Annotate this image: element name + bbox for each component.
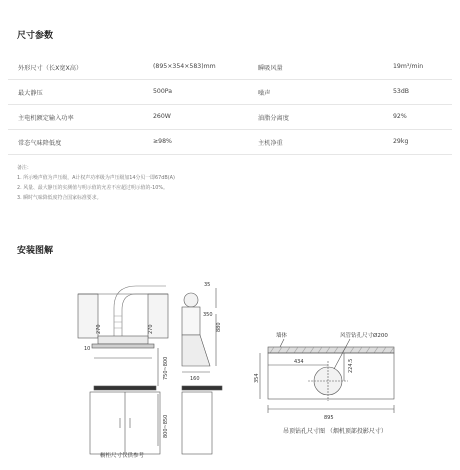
spec-row — [8, 130, 452, 155]
spec-value: 53dB — [393, 88, 410, 95]
spec-label: 噪声 — [258, 90, 271, 97]
note-item: 3. 瞬时气味降低度符合国家标准要求。 — [17, 195, 102, 201]
dim-label: 270 — [148, 324, 154, 334]
spec-value: 500Pa — [153, 88, 173, 95]
section-title-installation: 安装图解 — [17, 246, 54, 256]
spec-value: 260W — [153, 113, 171, 120]
dim-label: 10 — [84, 346, 91, 352]
section-title-dimensions: 尺寸参数 — [17, 31, 54, 41]
notes-heading: 备注： — [17, 165, 32, 171]
note-item: 1. 所示噪声值为声压级，A计权声功率级为声压级加14分贝一即67dB(A) — [17, 175, 175, 181]
spec-value: (895×354×583)mm — [153, 63, 216, 70]
dim-label: 750~800 — [163, 356, 169, 380]
notes — [17, 163, 175, 203]
wall-label: 墙体 — [276, 333, 288, 339]
dim-label: 35 — [204, 282, 211, 288]
spec-label: 主机净重 — [258, 140, 283, 147]
spec-row — [8, 80, 452, 105]
dim-label: 895 — [324, 415, 334, 421]
spec-table — [8, 55, 452, 155]
dim-label: 800~850 — [163, 414, 169, 438]
spec-label: 瞬吸风量 — [258, 65, 283, 72]
spec-row — [8, 55, 452, 80]
note-item: 2. 风量、最大静压的实测值与明示值的允差不应超过明示值的-10%。 — [17, 185, 168, 191]
dim-label: 224.5 — [348, 358, 354, 373]
spec-label: 常态气味降低度 — [18, 140, 62, 147]
installation-diagram-cabinet — [70, 278, 230, 458]
dim-label: 434 — [294, 359, 304, 365]
spec-label: 油脂分离度 — [258, 115, 289, 122]
spec-row — [8, 105, 452, 130]
spec-value: 19m³/min — [393, 63, 424, 70]
dim-label: 160 — [190, 376, 200, 382]
cabinet-diagram-caption: 橱柜尺寸仅供参考 — [100, 453, 145, 459]
spec-value: 92% — [393, 113, 407, 120]
dim-label: 270 — [96, 324, 102, 334]
spec-value: ≥98% — [153, 138, 172, 145]
ceiling-diagram-caption: 吊顶钻孔尺寸图 （烟机顶部投影尺寸） — [283, 428, 387, 435]
dim-label: 350 — [203, 312, 213, 318]
spec-label: 外形尺寸（长X宽X高） — [18, 65, 83, 72]
spec-label: 主电机额定输入功率 — [18, 115, 74, 122]
duct-hole-label: 风管钻孔尺寸Ø200 — [340, 333, 388, 339]
spec-value: 29kg — [393, 138, 409, 145]
installation-diagram-ceiling — [250, 325, 410, 425]
dim-label: 880 — [216, 322, 222, 332]
spec-label: 最大静压 — [18, 90, 43, 97]
dim-label: 354 — [254, 373, 260, 383]
